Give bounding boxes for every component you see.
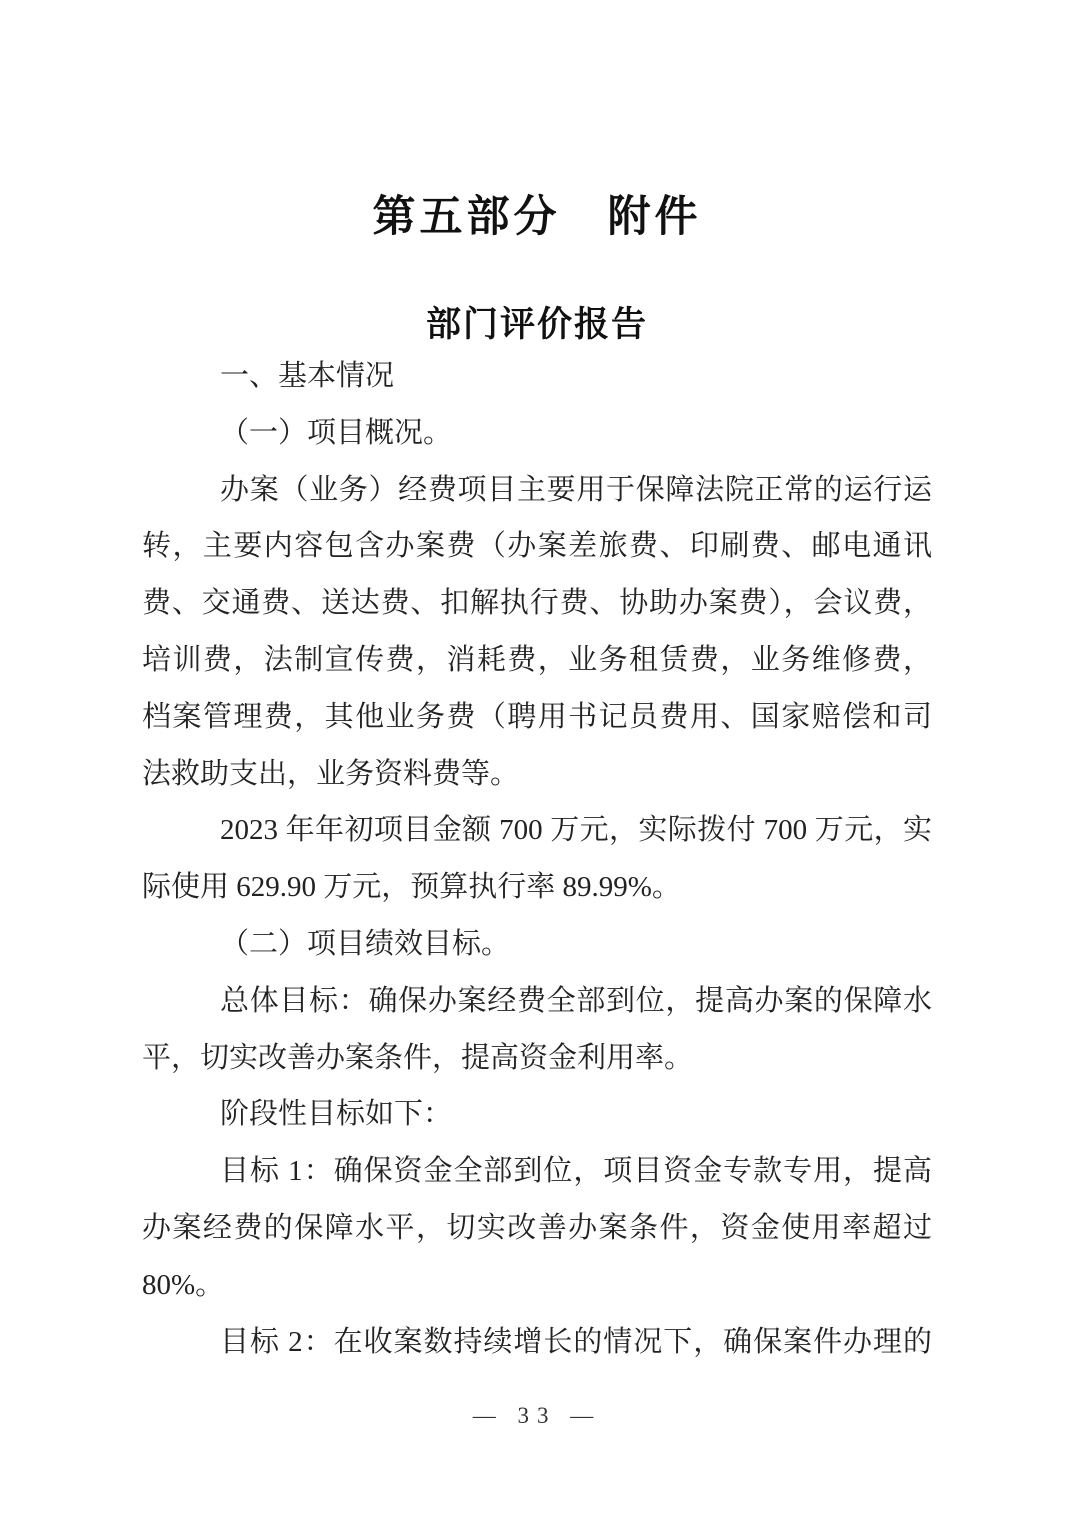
body-line-heading-1-1: （一）项目概况。: [220, 416, 453, 449]
body-line: 档案管理费，其他业务费（聘用书记员费用、国家赔偿和司: [142, 700, 932, 733]
body-line-heading-1: 一、基本情况: [220, 360, 395, 392]
body-line-heading-1-2: （二）项目绩效目标。: [220, 927, 511, 960]
report-body: [142, 348, 932, 1370]
body-line: 法救助支出，业务资料费等。: [142, 757, 520, 790]
body-line: 目标 1：确保资金全部到位，项目资金专款专用，提高: [220, 1155, 932, 1188]
body-line: 办案经费的保障水平，切实改善办案条件，资金使用率超过: [142, 1211, 932, 1244]
body-line: 总体目标：确保办案经费全部到位，提高办案的保障水: [220, 984, 932, 1017]
body-line: 办案（业务）经费项目主要用于保障法院正常的运行运: [220, 473, 932, 506]
body-line: 阶段性目标如下：: [220, 1098, 453, 1131]
body-line: 80%。: [142, 1268, 225, 1301]
report-title: 部门评价报告: [425, 305, 648, 344]
page-number: — 33 —: [472, 1403, 602, 1428]
body-line: 费、交通费、送达费、扣解执行费、协助办案费），会议费，: [142, 587, 932, 620]
body-line: 转，主要内容包含办案费（办案差旅费、印刷费、邮电通讯: [142, 530, 932, 563]
section-title: 第五部分 附件: [372, 194, 702, 241]
body-line: 培训费，法制宣传费，消耗费，业务租赁费，业务维修费，: [142, 643, 932, 676]
body-line: 平，切实改善办案条件，提高资金利用率。: [142, 1041, 694, 1074]
body-line: 际使用 629.90 万元，预算执行率 89.99%。: [142, 871, 681, 904]
body-line: 2023 年年初项目金额 700 万元，实际拨付 700 万元，实: [220, 814, 932, 847]
body-line: 目标 2：在收案数持续增长的情况下，确保案件办理的: [220, 1325, 932, 1358]
